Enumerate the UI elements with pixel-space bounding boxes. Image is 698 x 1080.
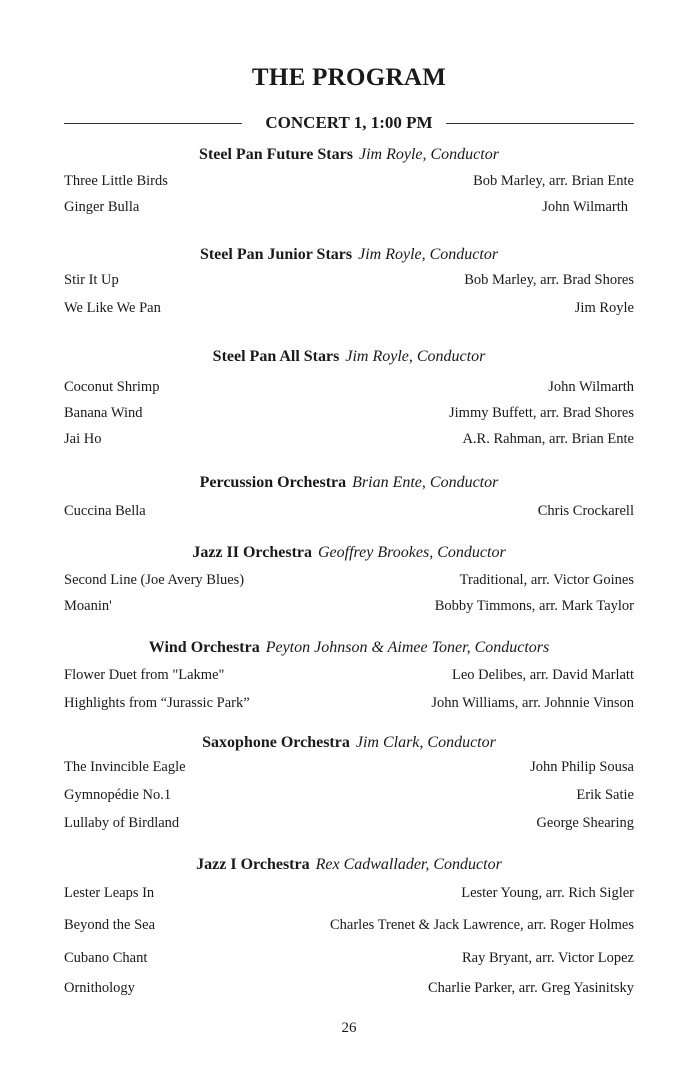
piece-composer: Jimmy Buffett, arr. Brad Shores (449, 405, 634, 421)
piece-composer: Jim Royle (574, 300, 634, 316)
piece-title: Flower Duet from "Lakme" (64, 667, 225, 683)
group-name: Jazz I Orchestra (196, 856, 310, 873)
program-item (64, 885, 634, 905)
group-conductor: Geoffrey Brookes, Conductor (318, 544, 506, 561)
group-name: Steel Pan Junior Stars (199, 246, 353, 263)
group-conductor: Jim Royle, Conductor (345, 348, 486, 365)
piece-title: Coconut Shrimp (64, 379, 160, 395)
piece-title: Three Little Birds (64, 173, 168, 189)
piece-title: Banana Wind (64, 405, 143, 421)
piece-composer: Traditional, arr. Victor Goines (459, 572, 634, 588)
program-item (64, 199, 634, 219)
group-conductor: Peyton Johnson & Aimee Toner, Conductors (265, 639, 550, 656)
group-name: Steel Pan Future Stars (199, 146, 353, 163)
group-name: Jazz II Orchestra (192, 544, 312, 561)
group-conductor: Jim Royle, Conductor (358, 146, 499, 163)
program-item (64, 980, 634, 1000)
page-number: 26 (341, 1020, 357, 1036)
group-conductor: Jim Clark, Conductor (355, 734, 496, 751)
piece-title: Gymnopédie No.1 (64, 787, 172, 803)
group-heading (0, 146, 698, 164)
program-item (64, 695, 634, 715)
program-item (64, 300, 634, 320)
piece-composer: John Wilmarth (548, 379, 634, 395)
concert-heading (64, 112, 634, 136)
piece-composer: Bob Marley, arr. Brian Ente (473, 173, 634, 189)
program-item (64, 815, 634, 835)
piece-title: Highlights from “Jurassic Park” (64, 695, 250, 711)
group-name: Saxophone Orchestra (202, 734, 350, 751)
page-title: THE PROGRAM (251, 64, 447, 91)
piece-title: Cubano Chant (64, 950, 148, 966)
group-conductor: Rex Cadwallader, Conductor (315, 856, 502, 873)
program-item (64, 598, 634, 618)
group-heading (0, 246, 698, 264)
piece-title: Jai Ho (64, 431, 102, 447)
piece-title: Lullaby of Birdland (64, 815, 180, 831)
piece-title: Ornithology (64, 980, 135, 996)
program-item (64, 787, 634, 807)
group-name: Percussion Orchestra (199, 474, 347, 491)
piece-title: Lester Leaps In (64, 885, 155, 901)
piece-composer: A.R. Rahman, arr. Brian Ente (462, 431, 634, 447)
piece-composer: John Philip Sousa (530, 759, 634, 775)
piece-title: The Invincible Eagle (64, 759, 186, 775)
piece-title: Cuccina Bella (64, 503, 146, 519)
group-conductor: Jim Royle, Conductor (358, 246, 499, 263)
piece-composer: John Williams, arr. Johnnie Vinson (431, 695, 634, 711)
group-conductor: Brian Ente, Conductor (352, 474, 499, 491)
group-heading (0, 639, 698, 657)
piece-composer: Ray Bryant, arr. Victor Lopez (461, 950, 634, 966)
piece-composer: George Shearing (536, 815, 634, 831)
group-name: Steel Pan All Stars (212, 348, 340, 365)
group-heading (0, 544, 698, 562)
group-heading (0, 474, 698, 492)
program-item (64, 917, 634, 937)
group-heading (0, 856, 698, 874)
program-item (64, 667, 634, 687)
piece-composer: Bob Marley, arr. Brad Shores (464, 272, 634, 288)
piece-title: Beyond the Sea (64, 917, 156, 933)
piece-title: Stir It Up (64, 272, 119, 288)
piece-composer: Erik Satie (576, 787, 634, 803)
piece-composer: John Wilmarth (542, 199, 628, 215)
group-heading (0, 348, 698, 366)
program-item (64, 272, 634, 292)
piece-composer: Chris Crockarell (537, 503, 634, 519)
piece-title: Second Line (Joe Avery Blues) (64, 572, 245, 588)
program-item (64, 503, 634, 523)
program-item (64, 759, 634, 779)
program-item (64, 379, 634, 399)
piece-composer: Leo Delibes, arr. David Marlatt (452, 667, 634, 683)
piece-composer: Lester Young, arr. Rich Sigler (461, 885, 634, 901)
concert-label: CONCERT 1, 1:00 PM (265, 113, 433, 132)
piece-composer: Charles Trenet & Jack Lawrence, arr. Roger Holmes (329, 917, 634, 933)
piece-title: We Like We Pan (64, 300, 161, 316)
program-item (64, 950, 634, 970)
divider-right (446, 123, 634, 124)
group-name: Wind Orchestra (148, 639, 260, 656)
piece-composer: Charlie Parker, arr. Greg Yasinitsky (427, 980, 634, 996)
program-item (64, 173, 634, 193)
program-item (64, 431, 634, 451)
program-item (64, 572, 634, 592)
piece-title: Moanin' (64, 598, 112, 614)
piece-composer: Bobby Timmons, arr. Mark Taylor (434, 598, 634, 614)
group-heading (0, 734, 698, 752)
piece-title: Ginger Bulla (64, 199, 140, 215)
program-item (64, 405, 634, 425)
